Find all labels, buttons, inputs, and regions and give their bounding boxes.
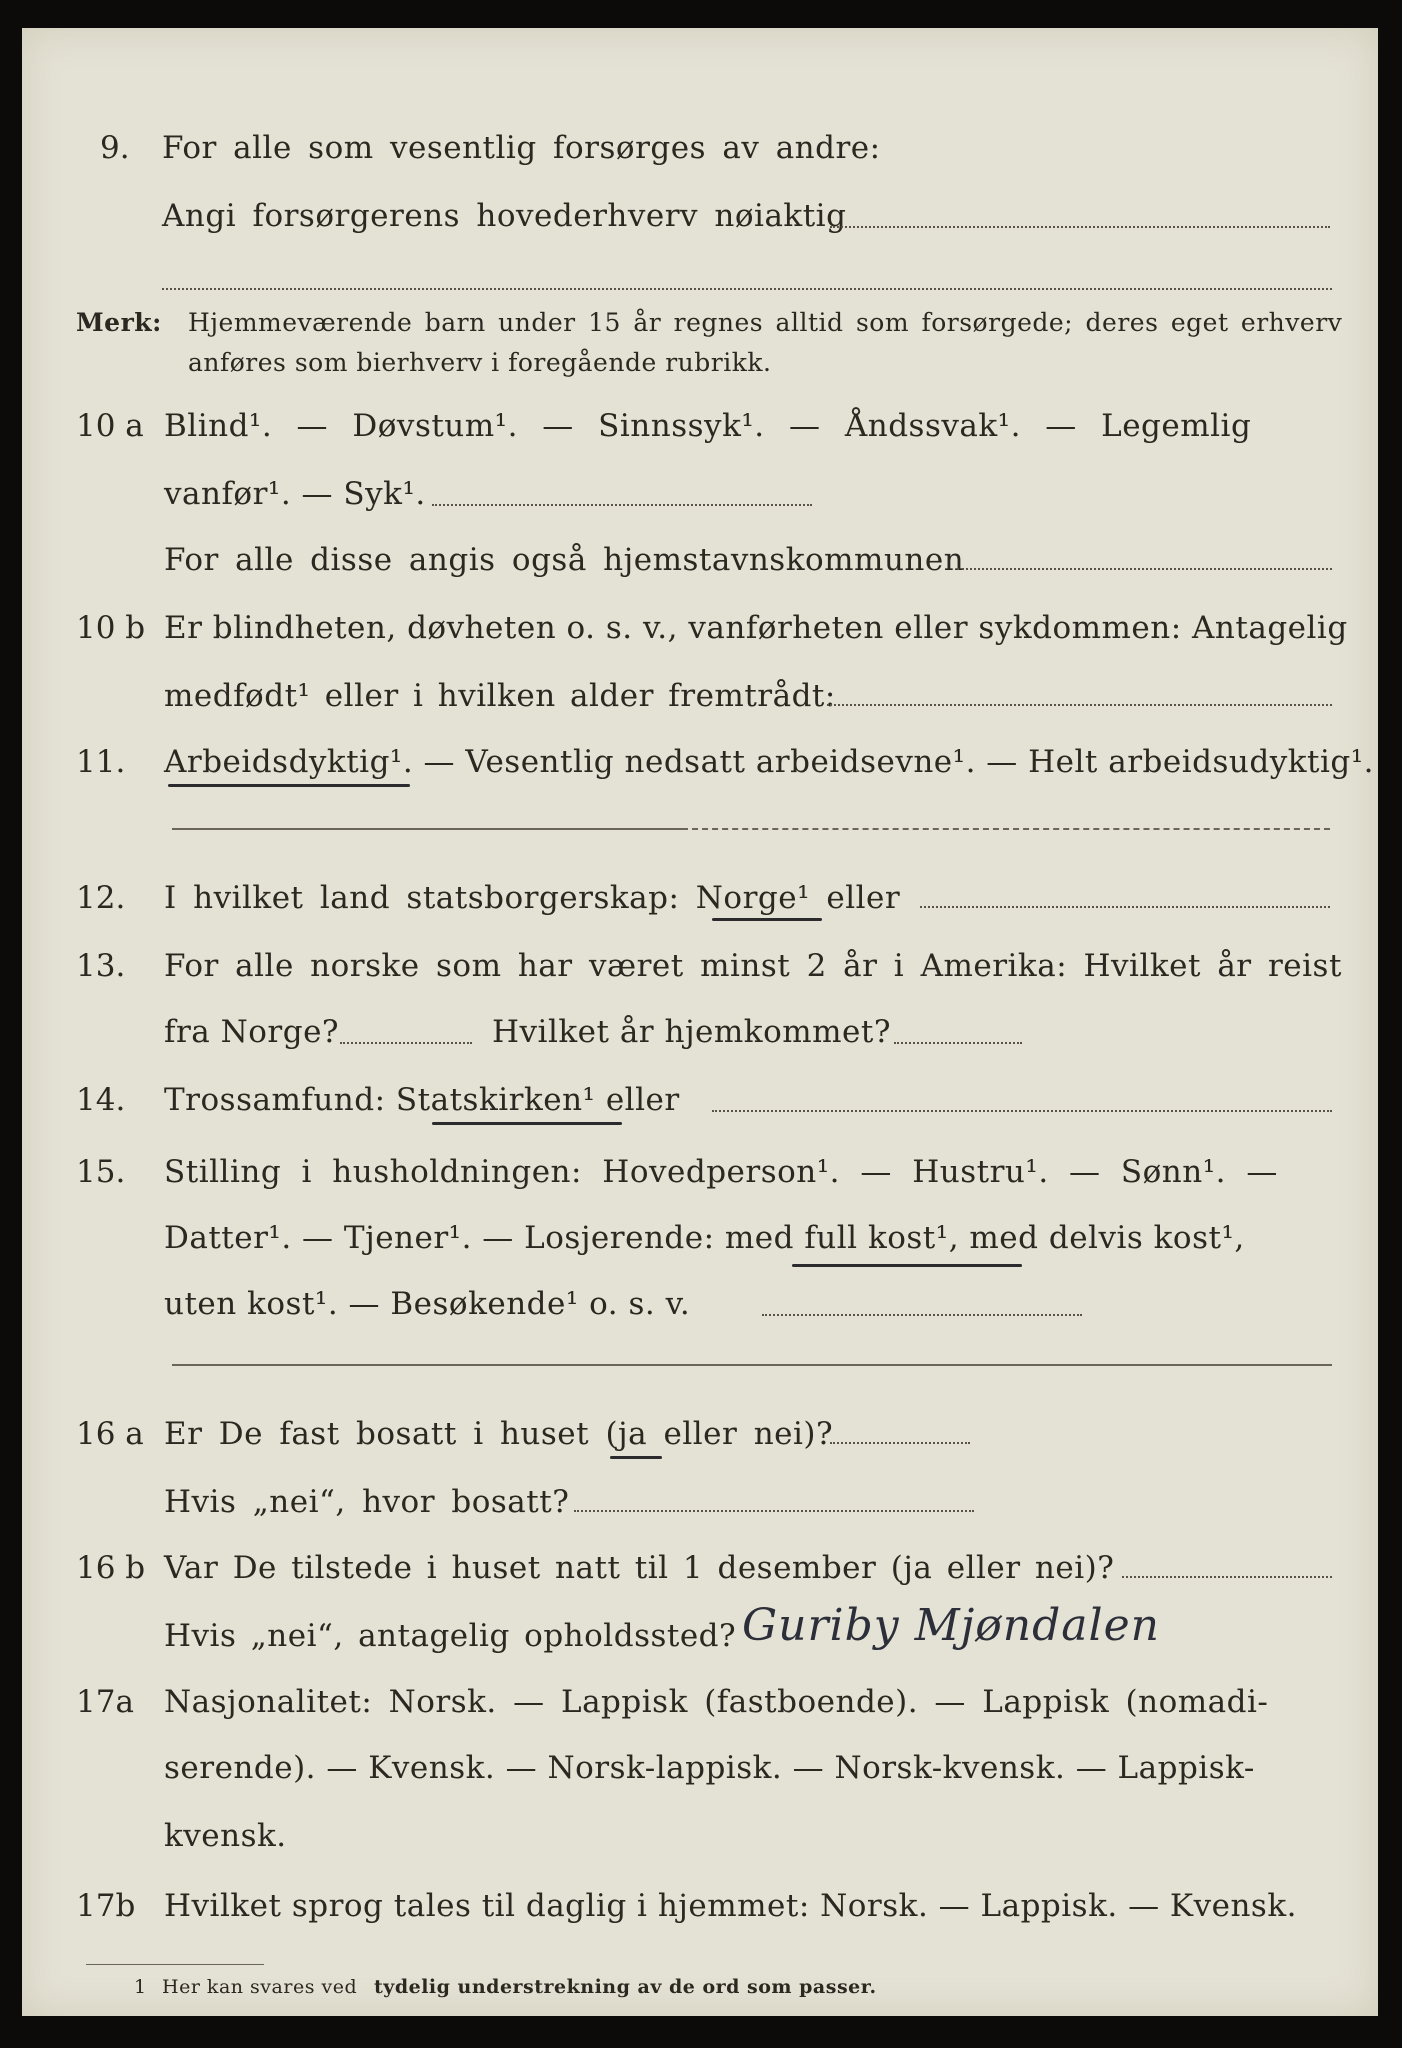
merk-line1: Hjemmeværende barn under 15 år regnes alltid som forsørgede; deres eget erhverv bbox=[188, 308, 1343, 337]
q16a-answer-line[interactable] bbox=[830, 1442, 970, 1444]
merk-label: Merk: bbox=[76, 308, 162, 337]
q11-number: 11. bbox=[76, 744, 126, 780]
q14-answer-line[interactable] bbox=[712, 1110, 1332, 1112]
q11-underline-arbeidsdyktig bbox=[168, 784, 410, 787]
q15-answer-line[interactable] bbox=[762, 1314, 1082, 1316]
q17a-line1: Nasjonalitet: Norsk. — Lappisk (fastboende). — Lappisk (nomadi- bbox=[164, 1684, 1269, 1720]
q9-answer-line-2[interactable] bbox=[162, 288, 1332, 290]
q12-line1: I hvilket land statsborgerskap: Norge¹ eller bbox=[164, 880, 901, 916]
q11-answer-rule-2[interactable] bbox=[682, 828, 1330, 830]
q15-line3: uten kost¹. — Besøkende¹ o. s. v. bbox=[164, 1286, 691, 1322]
q17a-line2: serende). — Kvensk. — Norsk-lappisk. — Norsk-kvensk. — Lappisk- bbox=[164, 1750, 1255, 1786]
q10b-number: 10 b bbox=[76, 610, 146, 646]
q17a-number: 17a bbox=[76, 1684, 134, 1720]
q15-line1: Stilling i husholdningen: Hovedperson¹. — Hustru¹. — Sønn¹. — bbox=[164, 1154, 1278, 1190]
q17b-line1: Hvilket sprog tales til daglig i hjemmet: Norsk. — Lappisk. — Kvensk. bbox=[164, 1888, 1297, 1924]
q10a-hjemstavn-line[interactable] bbox=[957, 568, 1332, 570]
q15-answer-rule[interactable] bbox=[172, 1364, 1332, 1366]
q10a-line1: Blind¹. — Døvstum¹. — Sinnssyk¹. — Åndssvak¹. — Legemlig bbox=[164, 408, 1252, 444]
q16a-line2: Hvis „nei“, hvor bosatt? bbox=[164, 1484, 570, 1520]
q13-hjemkommet-answer-line[interactable] bbox=[894, 1042, 1022, 1044]
q16b-line1: Var De tilstede i huset natt til 1 desember (ja eller nei)? bbox=[164, 1550, 1115, 1586]
q13-line2a: fra Norge? bbox=[164, 1014, 340, 1050]
footnote-mark: 1 bbox=[134, 1976, 147, 1998]
q16a-number: 16 a bbox=[76, 1416, 144, 1452]
merk-line2: anføres som bierhverv i foregående rubrikk. bbox=[188, 348, 772, 377]
footnote-text-a: Her kan svares ved bbox=[162, 1976, 358, 1998]
q10a-line3: For alle disse angis også hjemstavnskommunen bbox=[164, 542, 965, 578]
q12-underline-norge bbox=[712, 918, 822, 921]
q11-answer-rule[interactable] bbox=[172, 828, 682, 830]
q10a-number: 10 a bbox=[76, 408, 144, 444]
census-form-page bbox=[22, 28, 1378, 2016]
q16b-handwritten-answer: Guriby Mjøndalen bbox=[742, 1600, 1160, 1651]
q16a-bosatt-answer-line[interactable] bbox=[574, 1510, 974, 1512]
q15-number: 15. bbox=[76, 1154, 126, 1190]
q17b-number: 17b bbox=[76, 1888, 136, 1924]
q16a-underline-ja bbox=[610, 1456, 662, 1459]
q13-reist-answer-line[interactable] bbox=[340, 1042, 472, 1044]
q17a-line3: kvensk. bbox=[164, 1818, 287, 1854]
q16b-line2: Hvis „nei“, antagelig opholdssted? bbox=[164, 1618, 737, 1654]
q14-number: 14. bbox=[76, 1082, 126, 1118]
q10a-answer-line[interactable] bbox=[432, 504, 812, 506]
q15-underline-med-full-kost bbox=[792, 1264, 1022, 1267]
q13-number: 13. bbox=[76, 948, 126, 984]
q12-answer-line[interactable] bbox=[920, 906, 1330, 908]
q10b-answer-line[interactable] bbox=[827, 704, 1332, 706]
q10b-line2: medfødt¹ eller i hvilken alder fremtrådt: bbox=[164, 678, 836, 714]
q10a-line2: vanfør¹. — Syk¹. bbox=[164, 476, 426, 512]
q16a-line1: Er De fast bosatt i huset (ja eller nei)? bbox=[164, 1416, 834, 1452]
q14-line1: Trossamfund: Statskirken¹ eller bbox=[164, 1082, 680, 1118]
q16b-answer-line[interactable] bbox=[1122, 1576, 1332, 1578]
q13-line2b: Hvilket år hjemkommet? bbox=[492, 1014, 891, 1050]
q16b-number: 16 b bbox=[76, 1550, 146, 1586]
q12-number: 12. bbox=[76, 880, 126, 916]
q9-answer-line[interactable] bbox=[830, 226, 1330, 228]
q9-number: 9. bbox=[100, 130, 130, 166]
q10b-line1: Er blindheten, døvheten o. s. v., vanførheten eller sykdommen: Antagelig bbox=[164, 610, 1348, 646]
q9-line1: For alle som vesentlig forsørges av andre: bbox=[162, 130, 881, 166]
q15-line2: Datter¹. — Tjener¹. — Losjerende: med full kost¹, med delvis kost¹, bbox=[164, 1220, 1245, 1256]
q13-line1: For alle norske som har været minst 2 år i Amerika: Hvilket år reist bbox=[164, 948, 1342, 984]
q11-line1: Arbeidsdyktig¹. — Vesentlig nedsatt arbeidsevne¹. — Helt arbeidsudyktig¹. bbox=[164, 744, 1375, 780]
footnote-text-b: tydelig understrekning av de ord som passer. bbox=[374, 1976, 877, 1998]
footnote-rule bbox=[86, 1964, 264, 1965]
q9-line2: Angi forsørgerens hovederhverv nøiaktig bbox=[162, 198, 847, 234]
q14-underline-statskirken bbox=[432, 1122, 622, 1125]
